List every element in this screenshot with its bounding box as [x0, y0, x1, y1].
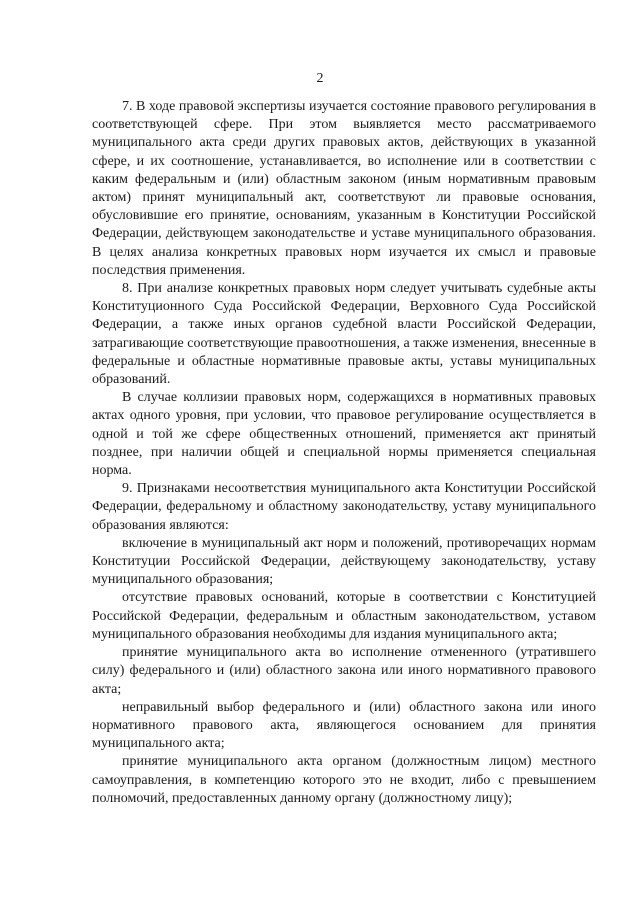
paragraph-7: 7. В ходе правовой экспертизы изучается состояние правового регулирования в соответствующей сфере. При этом выявляется место рассматриваемого муниципального акта среди других правовых актов, действующих в указанной сфере, и их соотношение, устанавливается, во исполнение или в соответствии с каким федеральным и (или) областным законом (иным нормативным правовым актом) принят муниципальный акт, соответствуют ли правовые основания, обусловившие его принятие, основаниям, указанным в Конституции Российской Федерации, действующем законодательстве и уставе муниципального образования. В целях анализа конкретных правовых норм изучается их смысл и правовые последствия применения.: [92, 99, 596, 278]
list-item-repealed-law: принятие муниципального акта во исполнение отмененного (утратившего силу) федерального и (или) областного закона или иного нормативного правового акта;: [92, 645, 596, 697]
paragraph-collision: В случае коллизии правовых норм, содержащихся в нормативных правовых актах одного уровня, при условии, что правовое регулирование осуществляется в одной и той же сфере общественных отношений, применяется акт принятый позднее, при наличии общей и специальной нормы применяется специальная норма.: [92, 390, 596, 479]
list-item-wrong-law-choice: неправильный выбор федерального и (или) областного закона или иного нормативного правового акта, являющегося основанием для принятия муниципального акта;: [92, 699, 596, 752]
paragraph-8: 8. При анализе конкретных правовых норм следует учитывать судебные акты Конституционного Суда Российской Федерации, Верховного Суда Российской Федерации, а также иных органов судебной власти Российской Федерации, затрагивающие соответствующие правоотношения, а также изменения, внесенные в федеральные и областные нормативные правовые акты, уставы муниципальных образований.: [92, 281, 596, 388]
list-item-exceeded-competence: принятие муниципального акта органом (должностным лицом) местного самоуправления, в компетенцию которого это не входит, либо с превышением полномочий, предоставленных данному органу (должностному лицу);: [92, 754, 596, 806]
paragraph-9: 9. Признаками несоответствия муниципального акта Конституции Российской Федерации, федеральному и областному законодательству, уставу муниципального образования являются:: [92, 481, 596, 533]
document-body: [92, 98, 596, 808]
list-item-contradicting-norms: включение в муниципальный акт норм и положений, противоречащих нормам Конституции Российской Федерации, действующему законодательству, уставу муниципального образования;: [92, 535, 596, 588]
list-item-missing-legal-grounds: отсутствие правовых оснований, которые в соответствии с Конституцией Российской Федерации, федеральным и областным законодательством, уставом муниципального образования необходимы для издания муниципального акта;: [92, 590, 596, 642]
page-number: 2: [316, 71, 324, 86]
